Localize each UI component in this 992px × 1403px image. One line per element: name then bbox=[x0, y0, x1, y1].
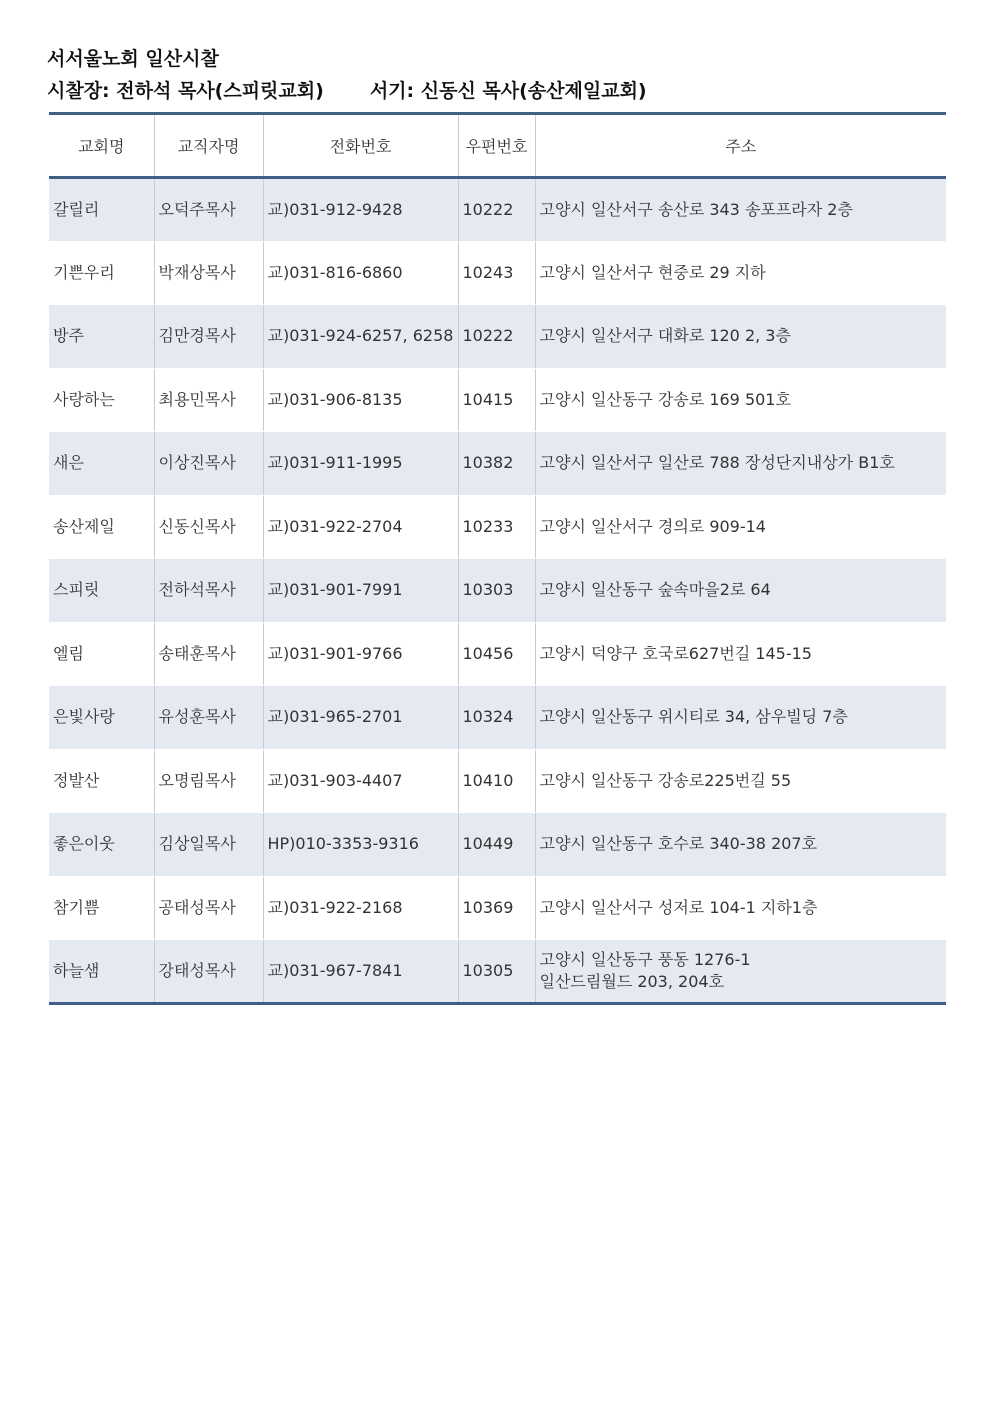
phone-cell: 교)031-924-6257, 6258 bbox=[263, 305, 458, 369]
table-row bbox=[49, 305, 946, 369]
pastor-cell: 신동신목사 bbox=[154, 495, 263, 559]
secretary-text: 서기: 신동신 목사(송산제일교회) bbox=[369, 80, 647, 102]
address-cell bbox=[535, 368, 946, 432]
church-cell: 엘림 bbox=[49, 622, 154, 686]
address-line: 고양시 일산동구 호수로 340-38 207호 bbox=[539, 834, 818, 854]
chair-text: 시찰장: 전하석 목사(스피릿교회) bbox=[47, 80, 324, 102]
table-row bbox=[49, 749, 946, 813]
address-line: 고양시 일산서구 성저로 104-1 지하1층 bbox=[539, 897, 818, 917]
zip-cell: 10222 bbox=[458, 178, 535, 242]
phone-cell: 교)031-967-7841 bbox=[263, 940, 458, 1004]
address-cell bbox=[535, 940, 946, 1004]
table-row bbox=[49, 178, 946, 242]
church-cell: 정발산 bbox=[49, 749, 154, 813]
address-line: 고양시 일산서구 경의로 909-14 bbox=[539, 516, 766, 536]
address-cell bbox=[535, 241, 946, 305]
phone-cell: 교)031-906-8135 bbox=[263, 368, 458, 432]
pastor-cell: 송태훈목사 bbox=[154, 622, 263, 686]
table-row bbox=[49, 622, 946, 686]
pastor-cell: 전하석목사 bbox=[154, 559, 263, 623]
phone-cell: 교)031-901-7991 bbox=[263, 559, 458, 623]
address-cell bbox=[535, 305, 946, 369]
officers-line bbox=[47, 76, 647, 103]
table-row bbox=[49, 940, 946, 1004]
zip-cell: 10324 bbox=[458, 686, 535, 750]
header-zip: 우편번호 bbox=[458, 114, 535, 178]
pastor-cell: 강태성목사 bbox=[154, 940, 263, 1004]
zip-cell: 10410 bbox=[458, 749, 535, 813]
document-title: 서서울노회 일산시찰 bbox=[47, 48, 219, 70]
table-row bbox=[49, 876, 946, 940]
zip-cell: 10303 bbox=[458, 559, 535, 623]
header-church: 교회명 bbox=[49, 114, 154, 178]
address-line: 고양시 일산서구 송산로 343 송포프라자 2층 bbox=[539, 199, 853, 219]
table-row bbox=[49, 368, 946, 432]
church-table bbox=[49, 112, 946, 1005]
pastor-cell: 오명림목사 bbox=[154, 749, 263, 813]
zip-cell: 10305 bbox=[458, 940, 535, 1004]
pastor-cell: 유성훈목사 bbox=[154, 686, 263, 750]
phone-cell: 교)031-911-1995 bbox=[263, 432, 458, 496]
zip-cell: 10415 bbox=[458, 368, 535, 432]
header-pastor: 교직자명 bbox=[154, 114, 263, 178]
phone-cell: 교)031-922-2704 bbox=[263, 495, 458, 559]
table-row bbox=[49, 241, 946, 305]
pastor-cell: 박재상목사 bbox=[154, 241, 263, 305]
phone-cell: 교)031-965-2701 bbox=[263, 686, 458, 750]
pastor-cell: 오덕주목사 bbox=[154, 178, 263, 242]
table-row bbox=[49, 559, 946, 623]
church-cell: 기쁜우리 bbox=[49, 241, 154, 305]
table-row bbox=[49, 432, 946, 496]
church-cell: 갈릴리 bbox=[49, 178, 154, 242]
zip-cell: 10449 bbox=[458, 813, 535, 877]
address-cell bbox=[535, 749, 946, 813]
address-line: 고양시 일산서구 현중로 29 지하 bbox=[539, 262, 766, 282]
church-cell: 은빛사랑 bbox=[49, 686, 154, 750]
address-cell bbox=[535, 432, 946, 496]
header-address: 주소 bbox=[535, 114, 946, 178]
church-cell: 하늘샘 bbox=[49, 940, 154, 1004]
phone-cell: HP)010-3353-9316 bbox=[263, 813, 458, 877]
zip-cell: 10456 bbox=[458, 622, 535, 686]
table-body bbox=[49, 178, 946, 1004]
church-cell: 새은 bbox=[49, 432, 154, 496]
zip-cell: 10243 bbox=[458, 241, 535, 305]
pastor-cell: 이상진목사 bbox=[154, 432, 263, 496]
address-line: 일산드림월드 203, 204호 bbox=[539, 971, 725, 991]
church-cell: 송산제일 bbox=[49, 495, 154, 559]
address-line: 고양시 일산동구 풍동 1276-1 bbox=[539, 949, 751, 969]
church-cell: 참기쁨 bbox=[49, 876, 154, 940]
pastor-cell: 최용민목사 bbox=[154, 368, 263, 432]
church-cell: 방주 bbox=[49, 305, 154, 369]
address-cell bbox=[535, 622, 946, 686]
header-row bbox=[49, 114, 946, 178]
church-cell: 사랑하는 bbox=[49, 368, 154, 432]
zip-cell: 10233 bbox=[458, 495, 535, 559]
table-row bbox=[49, 813, 946, 877]
address-cell bbox=[535, 686, 946, 750]
address-line: 고양시 일산동구 강송로 169 501호 bbox=[539, 389, 791, 409]
zip-cell: 10382 bbox=[458, 432, 535, 496]
address-cell bbox=[535, 178, 946, 242]
pastor-cell: 김만경목사 bbox=[154, 305, 263, 369]
header-phone: 전화번호 bbox=[263, 114, 458, 178]
phone-cell: 교)031-912-9428 bbox=[263, 178, 458, 242]
address-line: 고양시 덕양구 호국로627번길 145-15 bbox=[539, 643, 812, 663]
address-cell bbox=[535, 559, 946, 623]
address-cell bbox=[535, 813, 946, 877]
church-cell: 스피릿 bbox=[49, 559, 154, 623]
church-cell: 좋은이웃 bbox=[49, 813, 154, 877]
address-line: 고양시 일산서구 대화로 120 2, 3층 bbox=[539, 326, 791, 346]
phone-cell: 교)031-903-4407 bbox=[263, 749, 458, 813]
phone-cell: 교)031-816-6860 bbox=[263, 241, 458, 305]
address-cell bbox=[535, 495, 946, 559]
table-row bbox=[49, 495, 946, 559]
pastor-cell: 공태성목사 bbox=[154, 876, 263, 940]
table-header bbox=[49, 114, 946, 178]
pastor-cell: 김상일목사 bbox=[154, 813, 263, 877]
address-line: 고양시 일산서구 일산로 788 장성단지내상가 B1호 bbox=[539, 453, 895, 473]
phone-cell: 교)031-901-9766 bbox=[263, 622, 458, 686]
zip-cell: 10369 bbox=[458, 876, 535, 940]
address-cell bbox=[535, 876, 946, 940]
table-row bbox=[49, 686, 946, 750]
zip-cell: 10222 bbox=[458, 305, 535, 369]
phone-cell: 교)031-922-2168 bbox=[263, 876, 458, 940]
address-line: 고양시 일산동구 강송로225번길 55 bbox=[539, 770, 792, 790]
address-line: 고양시 일산동구 숲속마을2로 64 bbox=[539, 580, 771, 600]
address-line: 고양시 일산동구 위시티로 34, 삼우빌딩 7층 bbox=[539, 707, 848, 727]
